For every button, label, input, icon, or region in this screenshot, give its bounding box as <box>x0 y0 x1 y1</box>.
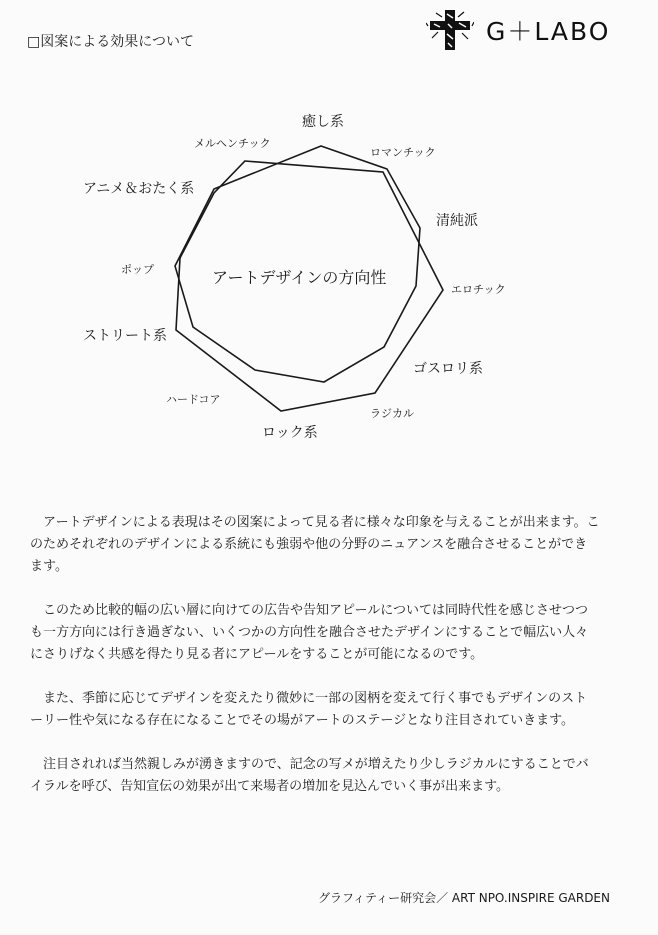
label-hardcore: ハードコア <box>166 393 221 406</box>
label-pop: ポップ <box>121 263 154 276</box>
label-marchen: メルヘンチック <box>194 137 271 150</box>
cross-logo-icon <box>426 8 474 52</box>
diagram-center-label: アートデザインの方向性 <box>212 268 387 287</box>
paragraph: アートデザインによる表現はその図案によって見る者に様々な印象を与えることが出来ます。このためそれぞれのデザインによる系統にも強弱や他の分野のニュアンスを融合させることができます。 <box>30 515 600 574</box>
label-erotic: エロチック <box>451 283 506 296</box>
page-heading: □図案による効果について <box>27 34 194 50</box>
label-gothloli: ゴスロリ系 <box>413 361 483 377</box>
paragraph: 注目されれば当然親しみが湧きますので、記念の写メが増えたり少しラジカルにすることでバイラルを呼び、告知宣伝の効果が出て来場者の増加を見込んでいく事が出来ます。 <box>30 757 589 794</box>
label-rock: ロック系 <box>262 425 318 441</box>
label-seijun: 清純派 <box>436 213 478 229</box>
label-radical: ラジカル <box>370 407 414 420</box>
octagon-outline-a <box>175 146 420 382</box>
paragraph: このため比較的幅の広い層に向けての広告や告知アピールについては同時代性を感じさせつつも一方方向には行き過ぎない、いくつかの方向性を融合させたデザインにすることで幅広い人々にさりげなく共感を得たり見る者にアピールをすることが可能になるのです。 <box>30 603 589 662</box>
label-street: ストリート系 <box>83 328 167 344</box>
label-romantic: ロマンチック <box>370 146 436 159</box>
paragraph: また、季節に応じてデザインを変えたり微妙に一部の図柄を変えて行く事でもデザインのストーリー性や気になる存在になることでその場がアートのステージとなり注目されていきます。 <box>30 691 588 728</box>
logo <box>426 8 646 52</box>
label-iyashi: 癒し系 <box>302 114 344 130</box>
logo-text: G＋LABO <box>486 17 611 46</box>
label-anime: アニメ＆おたく系 <box>83 181 195 197</box>
body-text <box>30 512 600 820</box>
footer-credit: グラフィティー研究会／ ART NPO.INSPIRE GARDEN <box>318 891 610 905</box>
